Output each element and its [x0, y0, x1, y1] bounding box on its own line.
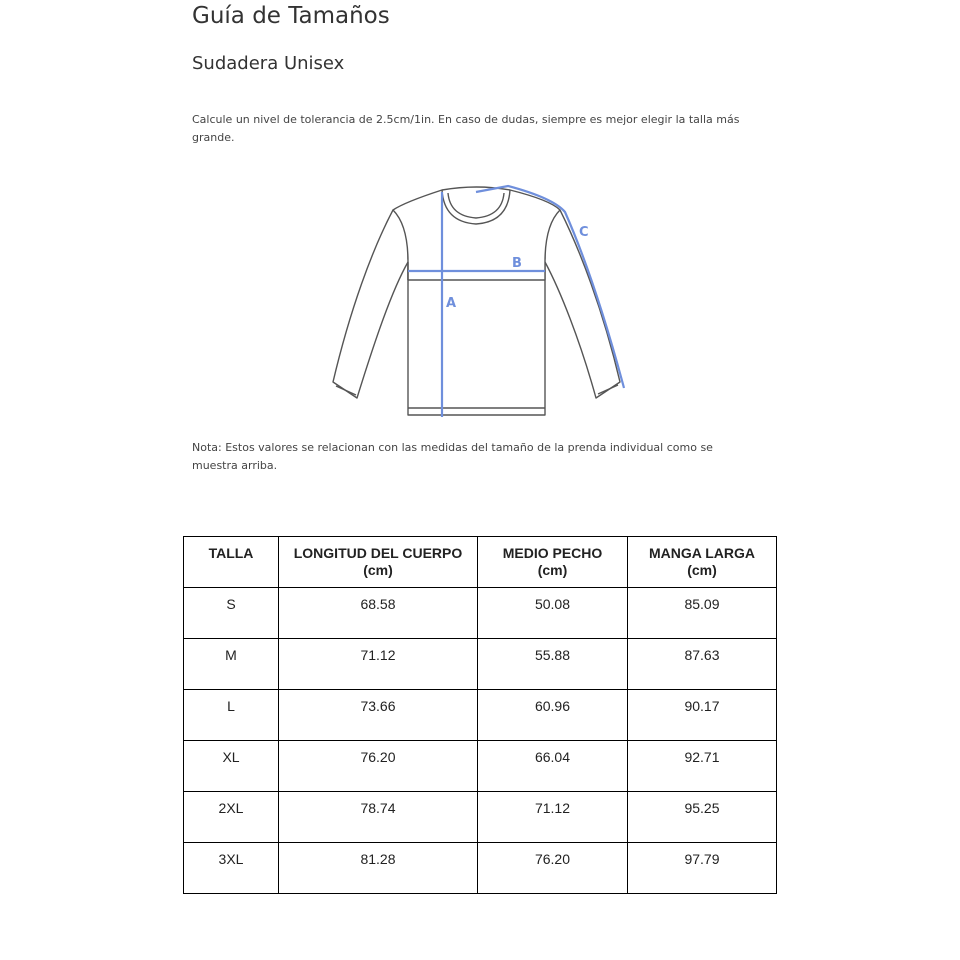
- table-row: [184, 792, 777, 843]
- cell-half-chest: 76.20: [478, 843, 628, 894]
- cell-size: M: [184, 639, 279, 690]
- cell-size: XL: [184, 741, 279, 792]
- cell-sleeve: 87.63: [628, 639, 777, 690]
- label-a: A: [446, 296, 457, 311]
- cell-body-length: 68.58: [279, 588, 478, 639]
- cell-body-length: 78.74: [279, 792, 478, 843]
- table-row: [184, 843, 777, 894]
- cell-body-length: 73.66: [279, 690, 478, 741]
- cell-half-chest: 71.12: [478, 792, 628, 843]
- cell-sleeve: 92.71: [628, 741, 777, 792]
- product-subtitle: Sudadera Unisex: [192, 53, 345, 74]
- size-table: [183, 536, 777, 894]
- cell-body-length: 76.20: [279, 741, 478, 792]
- cell-sleeve: 85.09: [628, 588, 777, 639]
- cell-body-length: 71.12: [279, 639, 478, 690]
- header-longitud: LONGITUD DEL CUERPO (cm): [279, 537, 478, 588]
- cell-size: 2XL: [184, 792, 279, 843]
- cell-half-chest: 55.88: [478, 639, 628, 690]
- cell-size: L: [184, 690, 279, 741]
- table-row: [184, 741, 777, 792]
- label-b: B: [512, 256, 522, 271]
- cell-sleeve: 97.79: [628, 843, 777, 894]
- cell-half-chest: 50.08: [478, 588, 628, 639]
- measurement-note: Nota: Estos valores se relacionan con las medidas del tamaño de la prenda individual como se muestra arriba.: [192, 441, 713, 472]
- cell-body-length: 81.28: [279, 843, 478, 894]
- header-manga-larga: MANGA LARGA (cm): [628, 537, 777, 588]
- sweatshirt-outline: [333, 187, 620, 415]
- table-header-row: [184, 537, 777, 588]
- cell-size: S: [184, 588, 279, 639]
- cell-half-chest: 60.96: [478, 690, 628, 741]
- table-row: [184, 639, 777, 690]
- table-row: [184, 690, 777, 741]
- page-title: Guía de Tamaños: [192, 3, 390, 29]
- sweatshirt-measurement-diagram: [320, 180, 650, 425]
- cell-sleeve: 90.17: [628, 690, 777, 741]
- cell-sleeve: 95.25: [628, 792, 777, 843]
- header-medio-pecho: MEDIO PECHO (cm): [478, 537, 628, 588]
- header-talla: TALLA: [184, 537, 279, 588]
- tolerance-note: Calcule un nivel de tolerancia de 2.5cm/1in. En caso de dudas, siempre es mejor elegir la talla más grande.: [192, 113, 740, 144]
- table-row: [184, 588, 777, 639]
- cell-size: 3XL: [184, 843, 279, 894]
- cell-half-chest: 66.04: [478, 741, 628, 792]
- label-c: C: [579, 225, 589, 240]
